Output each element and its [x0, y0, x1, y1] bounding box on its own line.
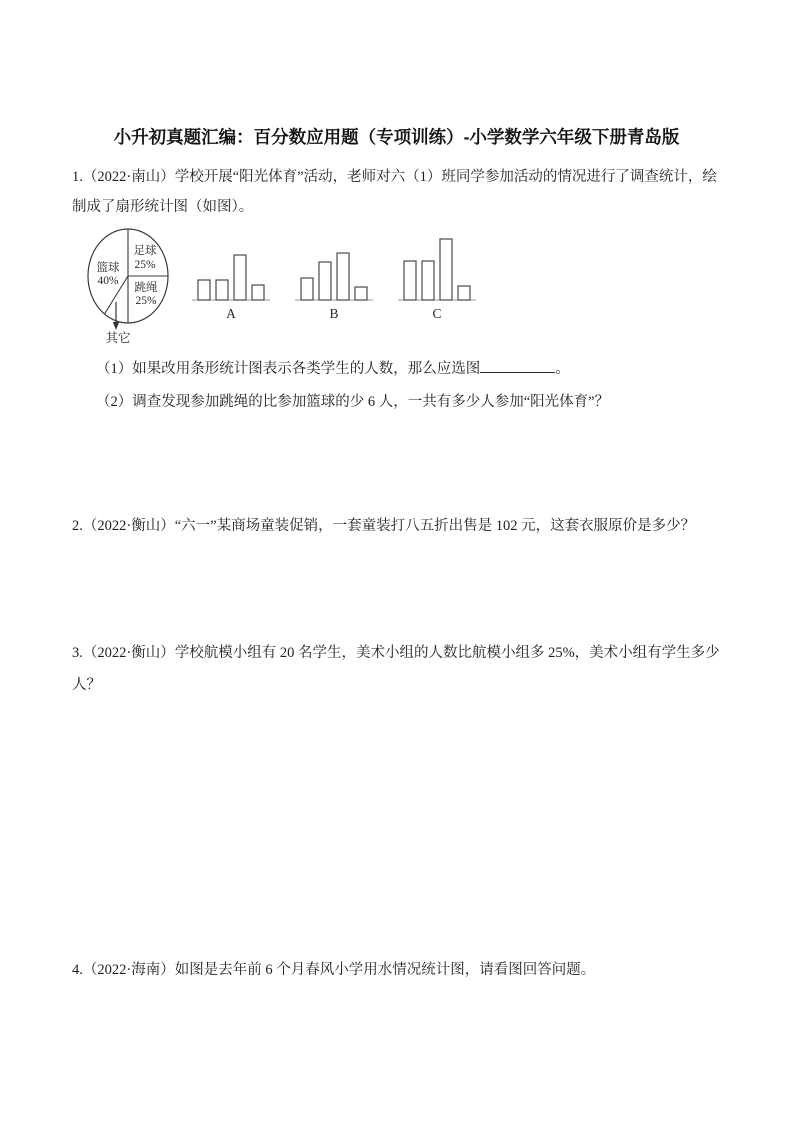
bar-chart-c-label: C	[432, 306, 442, 321]
bar	[301, 278, 313, 300]
bar	[216, 280, 228, 300]
pie-label-other: 其它	[105, 331, 131, 345]
question-1-sub-2: （2）调查发现参加跳绳的比参加篮球的少 6 人，一共有多少人参加“阳光体育”？	[96, 394, 610, 410]
question-1-line-1: 1.（2022·南山）学校开展“阳光体育”活动，老师对六（1）班同学参加活动的情况进行了调查统计，绘	[72, 169, 717, 185]
bar-chart-2	[398, 239, 476, 300]
bar	[319, 262, 331, 300]
question-1-sub-1-period: 。	[555, 361, 570, 377]
bar	[458, 286, 470, 300]
pie-pct-football: 25%	[134, 259, 156, 271]
question-2-line-1: 2.（2022·衡山）“六一”某商场童装促销，一套童装打八五折出售是 102 元，这套衣服原价是多少？	[72, 518, 696, 534]
answer-blank	[480, 358, 555, 373]
page-title: 小升初真题汇编：百分数应用题（专项训练）-小学数学六年级下册青岛版	[113, 127, 680, 147]
question-1-sub-1	[96, 358, 570, 378]
bar	[337, 253, 349, 300]
question-1-figure	[80, 225, 480, 350]
question-4-line-1: 4.（2022·海南）如图是去年前 6 个月春风小学用水情况统计图，请看图回答问题。	[72, 962, 596, 978]
bar	[422, 261, 434, 300]
bar-chart-0	[192, 255, 270, 300]
bar-chart-b-label: B	[329, 306, 339, 321]
question-3-line-2: 人？	[72, 677, 101, 693]
question-3-line-1: 3.（2022·衡山）学校航模小组有 20 名学生，美术小组的人数比航模小组多 25%，美术小组有学生多少	[72, 645, 720, 661]
pie-label-football: 足球	[133, 245, 157, 257]
bar	[440, 239, 452, 300]
pie-label-ropeskip: 跳绳	[134, 282, 158, 294]
other-callout-arrowhead	[113, 322, 119, 330]
pie-pct-ropeskip: 25%	[135, 295, 157, 307]
pie-label-basketball: 篮球	[96, 262, 120, 274]
bar	[198, 280, 210, 300]
bar-chart-a-label: A	[226, 306, 236, 321]
pie-pct-basketball: 40%	[97, 275, 119, 287]
question-1-line-2: 制成了扇形统计图（如图）。	[72, 199, 254, 215]
pie-chart	[88, 229, 168, 345]
bar	[252, 285, 264, 300]
bar	[234, 255, 246, 300]
bar	[404, 261, 416, 300]
question-1-sub-1-text: （1）如果改用条形统计图表示各类学生的人数，那么应选图	[96, 361, 481, 377]
bar	[355, 287, 367, 300]
bar-chart-1	[295, 253, 373, 300]
